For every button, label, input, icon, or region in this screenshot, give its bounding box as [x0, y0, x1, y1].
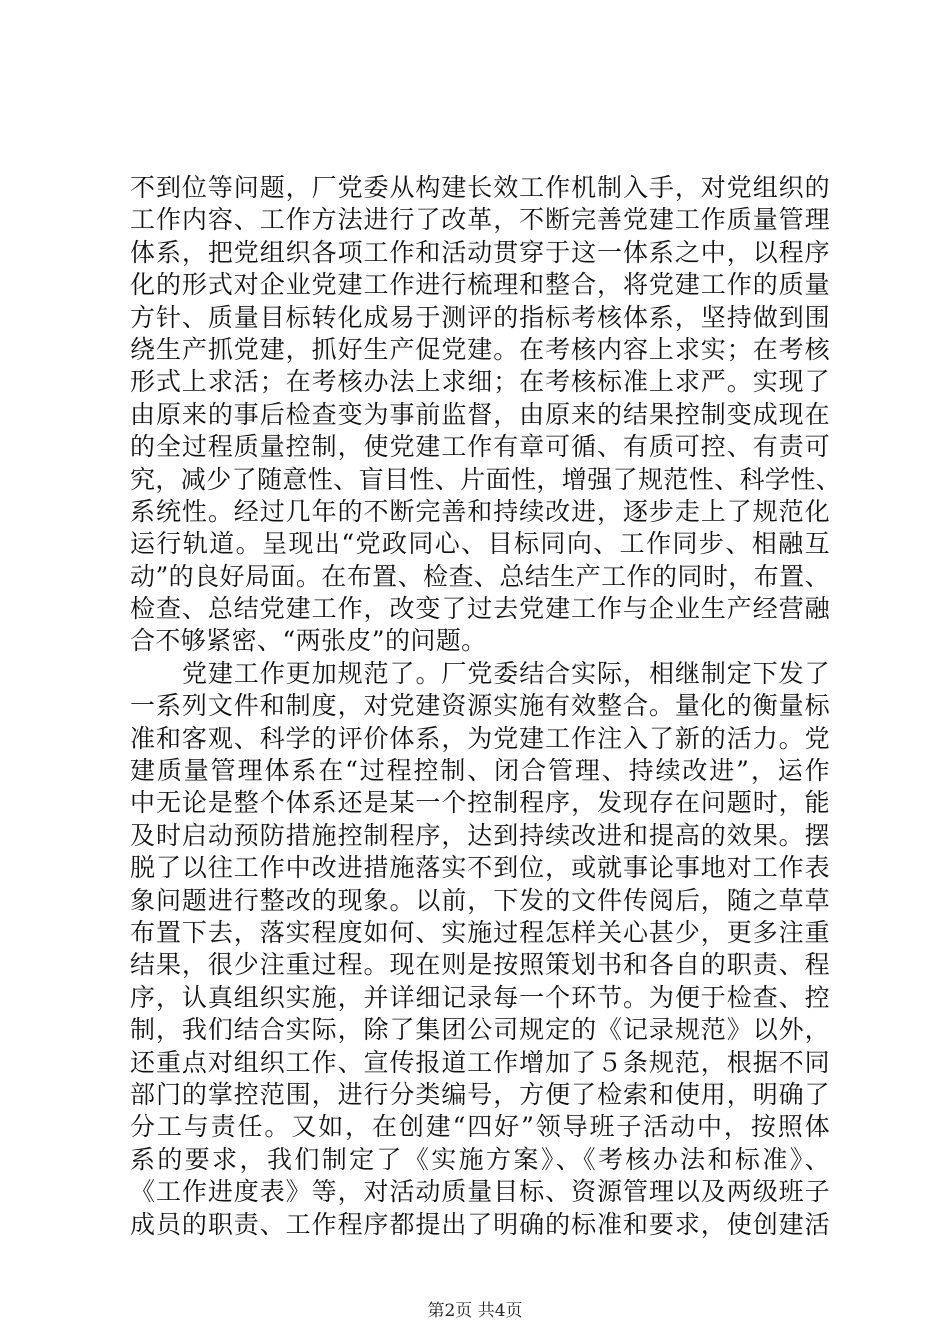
text-line: 象问题进行整改的现象。以前，下发的文件传阅后，随之草草 — [130, 885, 830, 915]
text-line: 体系，把党组织各项工作和活动贯穿于这一体系之中，以程序 — [130, 237, 830, 267]
text-line: 《工作进度表》等，对活动质量目标、资源管理以及两级班子 — [130, 1177, 830, 1207]
text-line: 脱了以往工作中改进措施落实不到位，或就事论事地对工作表 — [130, 853, 830, 883]
text-line: 运行轨道。呈现出“党政同心、目标同向、工作同步、相融互 — [130, 529, 830, 559]
text-line: 部门的掌控范围，进行分类编号，方便了检索和使用，明确了 — [130, 1079, 830, 1109]
text-line: 不到位等问题，厂党委从构建长效工作机制入手，对党组织的 — [130, 173, 830, 202]
body-text — [130, 172, 842, 1241]
text-line: 形式上求活；在考核办法上求细；在考核标准上求严。实现了 — [130, 367, 830, 397]
text-line: 及时启动预防措施控制程序，达到持续改进和提高的效果。摆 — [130, 820, 830, 850]
text-line: 系的要求，我们制定了《实施方案》、《考核办法和标准》、 — [130, 1144, 830, 1174]
text-line: 工作内容、工作方法进行了改革，不断完善党建工作质量管理 — [130, 205, 830, 235]
text-line: 方针、质量目标转化成易于测评的指标考核体系，坚持做到围 — [130, 302, 830, 332]
text-line: 的全过程质量控制，使党建工作有章可循、有质可控、有责可 — [130, 432, 830, 462]
text-line: 动”的良好局面。在布置、检查、总结生产工作的同时，布置、 — [130, 561, 830, 591]
text-line: 建质量管理体系在“过程控制、闭合管理、持续改进”，运作 — [130, 756, 830, 786]
text-line: 序，认真组织实施，并详细记录每一个环节。为便于检查、控 — [130, 982, 830, 1012]
text-line: 一系列文件和制度，对党建资源实施有效整合。量化的衡量标 — [130, 691, 830, 721]
text-line: 成员的职责、工作程序都提出了明确的标准和要求，使创建活 — [130, 1209, 830, 1239]
text-line: 分工与责任。又如，在创建“四好”领导班子活动中，按照体 — [130, 1112, 830, 1142]
text-line: 布置下去，落实程度如何、实施过程怎样关心甚少，更多注重 — [130, 917, 830, 947]
text-line: 化的形式对企业党建工作进行梳理和整合，将党建工作的质量 — [130, 270, 830, 300]
text-line: 系统性。经过几年的不断完善和持续改进，逐步走上了规范化 — [130, 496, 830, 526]
text-line: 绕生产抓党建，抓好生产促党建。在考核内容上求实；在考核 — [130, 334, 830, 364]
page-footer — [0, 1296, 950, 1321]
paragraph-start-line: 党建工作更加规范了。厂党委结合实际，相继制定下发了 — [182, 658, 830, 688]
text-line: 究，减少了随意性、盲目性、片面性，增强了规范性、科学性、 — [130, 464, 842, 494]
text-line: 结果，很少注重过程。现在则是按照策划书和各自的职责、程 — [130, 950, 830, 980]
page-number: 第2页 共4页 — [427, 1301, 523, 1321]
text-line: 制，我们结合实际，除了集团公司规定的《记录规范》以外， — [130, 1015, 830, 1045]
text-line: 还重点对组织工作、宣传报道工作增加了５条规范，根据不同 — [130, 1047, 830, 1077]
text-line: 由原来的事后检查变为事前监督，由原来的结果控制变成现在 — [130, 399, 830, 429]
text-line: 中无论是整个体系还是某一个控制程序，发现存在问题时，能 — [130, 788, 830, 818]
text-line: 准和客观、科学的评价体系，为党建工作注入了新的活力。党 — [130, 723, 830, 753]
text-line: 检查、总结党建工作，改变了过去党建工作与企业生产经营融 — [130, 594, 830, 624]
text-line: 合不够紧密、“两张皮”的问题。 — [130, 626, 487, 656]
